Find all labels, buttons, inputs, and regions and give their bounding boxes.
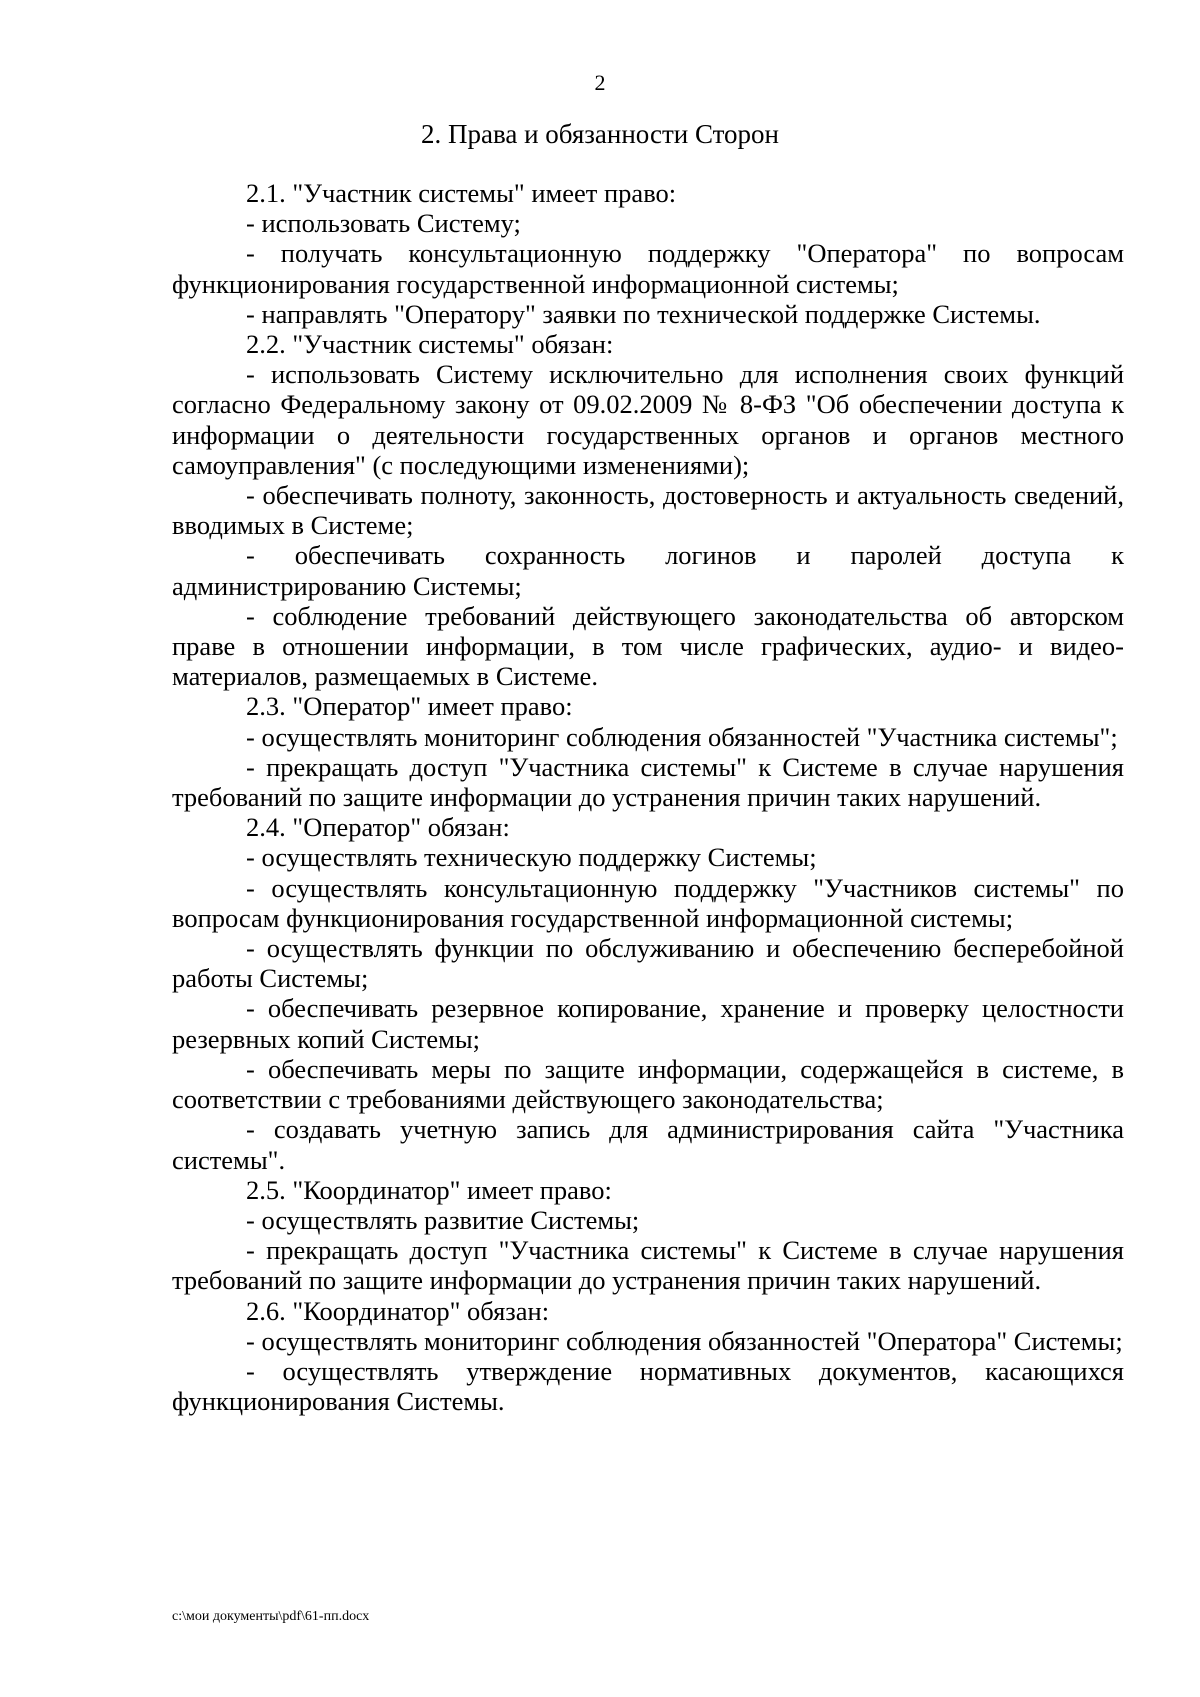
clause-item: - использовать Систему; (246, 208, 521, 239)
clause-item: - осуществлять мониторинг соблюдения обязанностей "Участника системы"; (246, 721, 1118, 752)
clause-item: - осуществлять мониторинг соблюдения обязанностей "Оператора" Системы; (246, 1325, 1123, 1356)
clause-2-2-heading: 2.2. "Участник системы" обязан: (246, 329, 614, 360)
clause-2-5-heading: 2.5. "Координатор" имеет право: (246, 1174, 612, 1205)
page-number: 2 (594, 70, 606, 95)
clause-item: - создавать учетную запись для администрирования сайта "Участника системы". (172, 1114, 1124, 1175)
clause-item: - осуществлять развитие Системы; (246, 1204, 640, 1235)
clause-item: - соблюдение требований действующего законодательства об авторском праве в отношении информации, в том числе графических, аудио- и видео-материалов, размещаемых в Системе. (172, 600, 1124, 692)
section-title: 2. Права и обязанности Сторон (420, 119, 780, 149)
clause-2-1-heading: 2.1. "Участник системы" имеет право: (246, 178, 677, 208)
clause-2-6-heading: 2.6. "Координатор" обязан: (246, 1295, 550, 1326)
clause-2-3-heading: 2.3. "Оператор" имеет право: (246, 691, 573, 722)
clause-item: - прекращать доступ "Участника системы" к Системе в случае нарушения требований по защите информации до устранения причин таких нарушений. (172, 1235, 1124, 1296)
file-path-footer: c:\мои документы\pdf\61-пп.docx (172, 1609, 370, 1624)
clause-item: - направлять "Оператору" заявки по технической поддержке Системы. (246, 298, 1041, 329)
clause-item: - обеспечивать полноту, законность, достоверность и актуальность сведений, вводимых в Системе; (172, 480, 1124, 541)
clause-item: - осуществлять консультационную поддержку "Участников системы" по вопросам функционирования государственной информационной системы; (172, 872, 1124, 933)
clause-2-4-heading: 2.4. "Оператор" обязан: (246, 812, 510, 843)
clause-item: - осуществлять техническую поддержку Системы; (246, 842, 817, 873)
document-body (172, 178, 1124, 1416)
clause-item: - обеспечивать меры по защите информации, содержащейся в системе, в соответствии с требованиями действующего законодательства; (172, 1053, 1124, 1115)
clause-item: - осуществлять функции по обслуживанию и обеспечению бесперебойной работы Системы; (172, 933, 1124, 994)
clause-item: - использовать Систему исключительно для исполнения своих функций согласно Федеральному закону от 09.02.2009 № 8-ФЗ "Об обеспечении доступа к информации о деятельности государственных органов и органов местного самоуправления" (с последующими изменениями); (172, 359, 1124, 480)
clause-item: - осуществлять утверждение нормативных документов, касающихся функционирования Системы. (172, 1355, 1124, 1417)
clause-item: - прекращать доступ "Участника системы" к Системе в случае нарушения требований по защите информации до устранения причин таких нарушений. (172, 751, 1124, 813)
clause-item: - обеспечивать сохранность логинов и паролей доступа к администрированию Системы; (172, 540, 1124, 601)
clause-item: - получать консультационную поддержку "Оператора" по вопросам функционирования государственной информационной системы; (172, 238, 1124, 299)
clause-item: - обеспечивать резервное копирование, хранение и проверку целостности резервных копий Системы; (172, 993, 1124, 1054)
